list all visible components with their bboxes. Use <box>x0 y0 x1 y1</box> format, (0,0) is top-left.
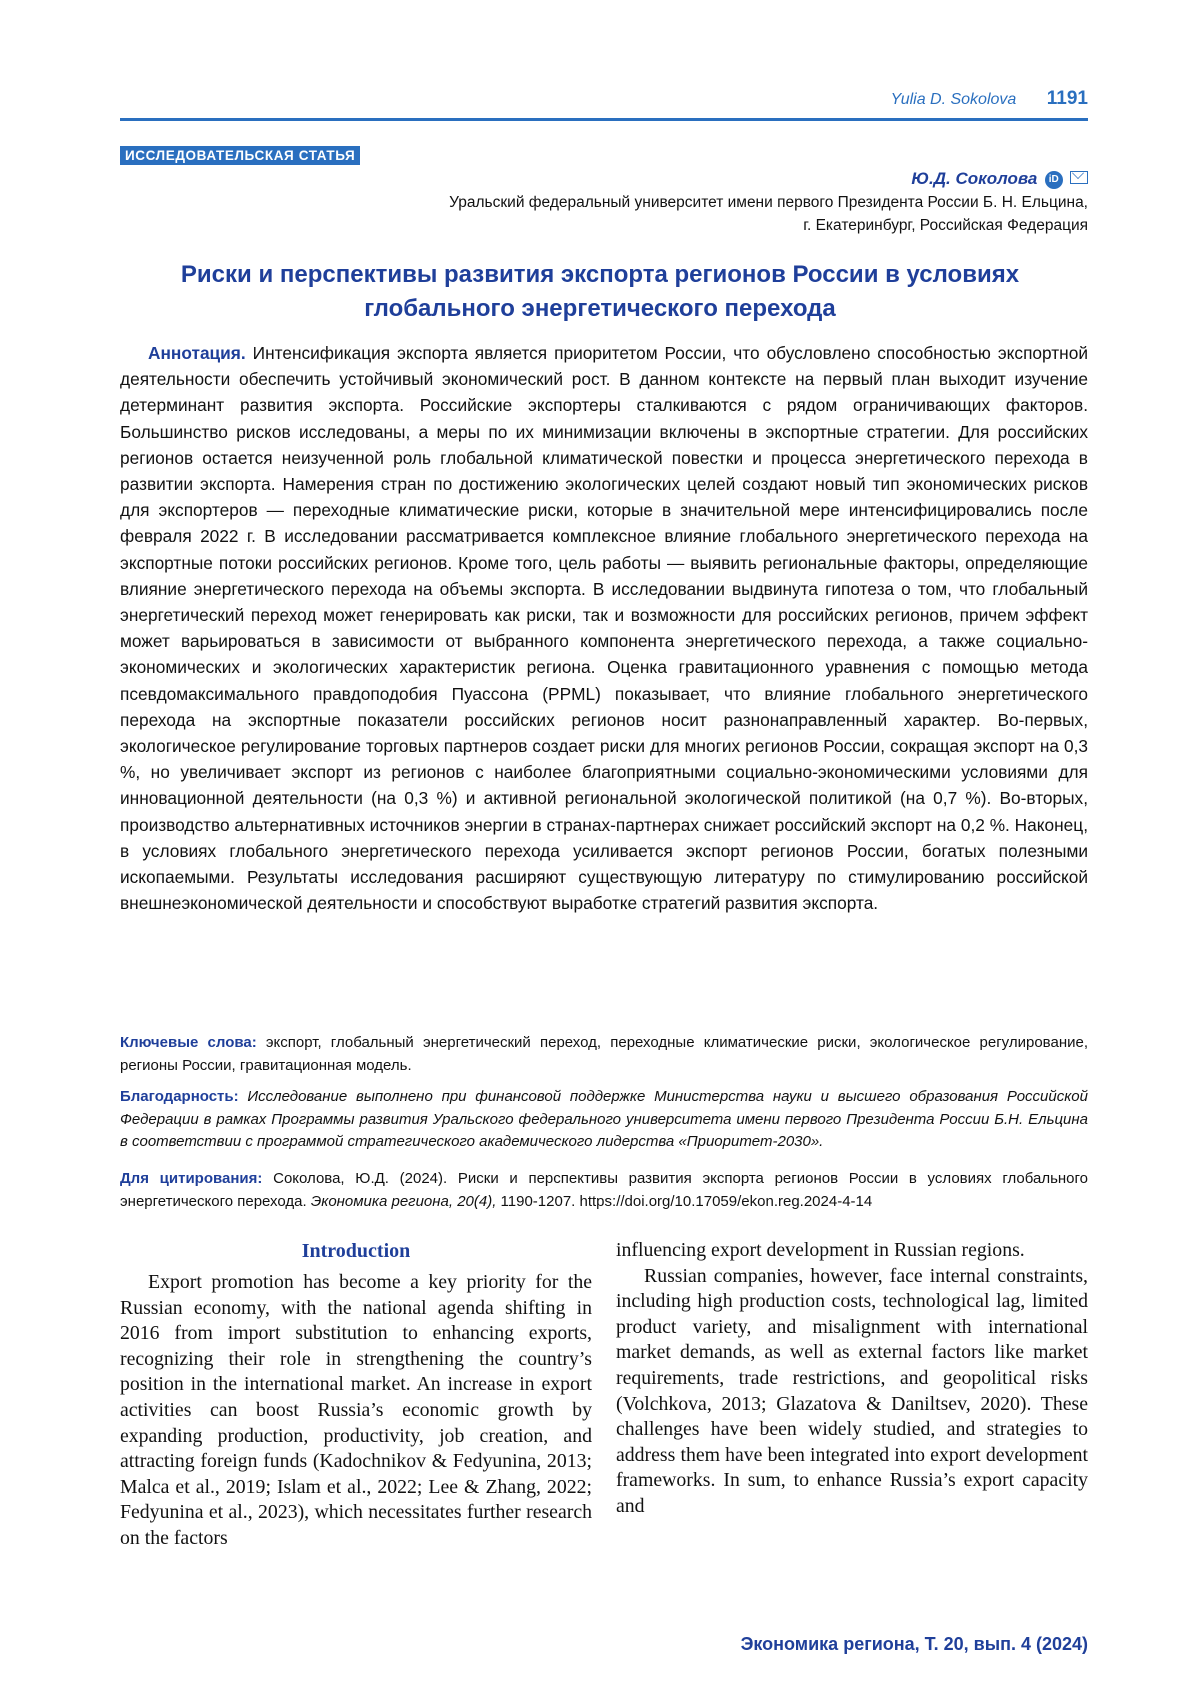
paragraph: Russian companies, however, face internal constraints, including high production costs, technological lag, limited product variety, and misalignment with international market demands, as well as external factors like market requirements, trade restrictions, and geopolitical risks (Volchkova, 2013; Glazatova & Daniltsev, 2020). These challenges have been widely studied, and strategies to address them have been integrated into export development frameworks. In sum, to enhance Russia’s export capacity and <box>616 1264 1088 1517</box>
citation-journal: Экономика региона, 20(4), <box>310 1192 497 1210</box>
citation-label: Для цитирования: <box>120 1170 263 1187</box>
citation-text: Соколова, Ю.Д. (2024). Риски и перспективы развития экспорта регионов России в условиях глобального энергетического перехода. <box>120 1170 1088 1210</box>
affiliation-line-2: г. Екатеринбург, Российская Федерация <box>803 217 1088 234</box>
article-title: Риски и перспективы развития экспорта регионов России в условиях глобального энергетического перехода <box>180 261 1020 322</box>
acknowledgement-text: Исследование выполнено при финансовой поддержке Министерства науки и высшего образования Российской Федерации в рамках Программы развития Уральского федерального университета имени первого Президента России Б.Н. Ельцина в соответствии с программой стратегического академического лидерства «Приоритет-2030». <box>120 1088 1088 1150</box>
abstract-label: Аннотация. <box>148 343 246 363</box>
affiliation-line-1: Уральский федеральный университет имени первого Президента России Б. Н. Ельцина, <box>449 194 1088 211</box>
section-heading: Introduction <box>301 1240 411 1262</box>
abstract-text: Интенсификация экспорта является приоритетом России, что обусловлено способностью экспортной деятельности обеспечить устойчивый экономический рост. В данном контексте на первый план выходит изучение детерминант развития экспорта. Российские экспортеры сталкиваются с рядом ограничивающих факторов. Большинство рисков исследованы, а меры по их минимизации включены в экспортные стратегии. Для российских регионов остается неизученной роль глобальной климатической повестки и процесса энергетического перехода в развитии экспорта. Намерения стран по достижению экологических целей создают новый тип экономических рисков для экспортеров — переходные климатические риски, которые в значительной мере интенсифицировались после февраля 2022 г. В исследовании рассматривается комплексное влияние глобального энергетического перехода на экспортные потоки российских регионов. Кроме того, цель работы — выявить региональные факторы, определяющие влияние энергетического перехода на объемы экспорта. В исследовании выдвинута гипотеза о том, что глобальный энергетический переход может генерировать как риски, так и возможности для российских регионов, причем эффект может варьироваться в зависимости от выбранного компонента энергетического перехода, а также социально-экономических и экологических характеристик региона. Оценка гравитационного уравнения с помощью метода псевдомаксимального правдоподобия Пуассона (PPML) показывает, что влияние глобального энергетического перехода на экспортные показатели российских регионов носит разнонаправленный характер. Во-первых, экологическое регулирование торговых партнеров создает риски для многих регионов России, сокращая экспорт на 0,3 %, но увеличивает экспорт из регионов с наиболее благоприятными социально-экономическими условиями для инновационной деятельности (на 0,3 %) и активной региональной экологической политикой (на 0,7 %). Во-вторых, производство альтернативных источников энергии в странах-партнерах снижает российский экспорт на 0,2 %. Наконец, в условиях глобального энергетического перехода усиливается экспорт регионов России, богатых полезными ископаемыми. Результаты исследования расширяют существующую литературу по стимулированию российской внешнеэкономической деятельности и способствуют выработке стратегий развития экспорта. <box>120 343 1088 914</box>
running-head <box>120 88 1088 118</box>
abstract <box>120 340 1088 916</box>
body-column-right <box>616 1238 1088 1520</box>
author-name: Ю.Д. Соколова <box>911 169 1038 188</box>
citation <box>120 1168 1088 1213</box>
keywords-label: Ключевые слова: <box>120 1034 257 1051</box>
email-icon[interactable] <box>1070 171 1088 184</box>
paragraph-continuation: influencing export development in Russian regions. <box>616 1239 1025 1261</box>
article-type-badge: ИССЛЕДОВАТЕЛЬСКАЯ СТАТЬЯ <box>120 146 360 165</box>
page-number: 1191 <box>1046 88 1088 109</box>
journal-footer: Экономика региона, Т. 20, вып. 4 (2024) <box>740 1634 1088 1654</box>
body-column-left <box>120 1238 592 1552</box>
acknowledgement-label: Благодарность: <box>120 1088 239 1105</box>
keywords <box>120 1032 1088 1077</box>
keywords-text: экспорт, глобальный энергетический переход, переходные климатические риски, экологическое регулирование, регионы России, гравитационная модель. <box>120 1034 1088 1074</box>
orcid-icon[interactable]: iD <box>1045 171 1063 189</box>
running-head-author: Yulia D. Sokolova <box>890 91 1017 108</box>
acknowledgement <box>120 1086 1088 1154</box>
header-rule <box>120 118 1088 121</box>
author-block <box>449 167 1088 237</box>
citation-doi[interactable]: 1190-1207. https://doi.org/10.17059/ekon.reg.2024-4-14 <box>500 1192 873 1210</box>
paragraph: Export promotion has become a key priority for the Russian economy, with the national agenda shifting in 2016 from import substitution to enhancing exports, recognizing their role in strengthening the country’s position in the international market. An increase in export activities can boost Russia’s economic growth by expanding production, productivity, job creation, and attracting foreign funds (Kadochnikov & Fedyunina, 2013; Malca et al., 2019; Islam et al., 2022; Lee & Zhang, 2022; Fedyunina et al., 2023), which necessitates further research on the factors <box>120 1271 592 1549</box>
